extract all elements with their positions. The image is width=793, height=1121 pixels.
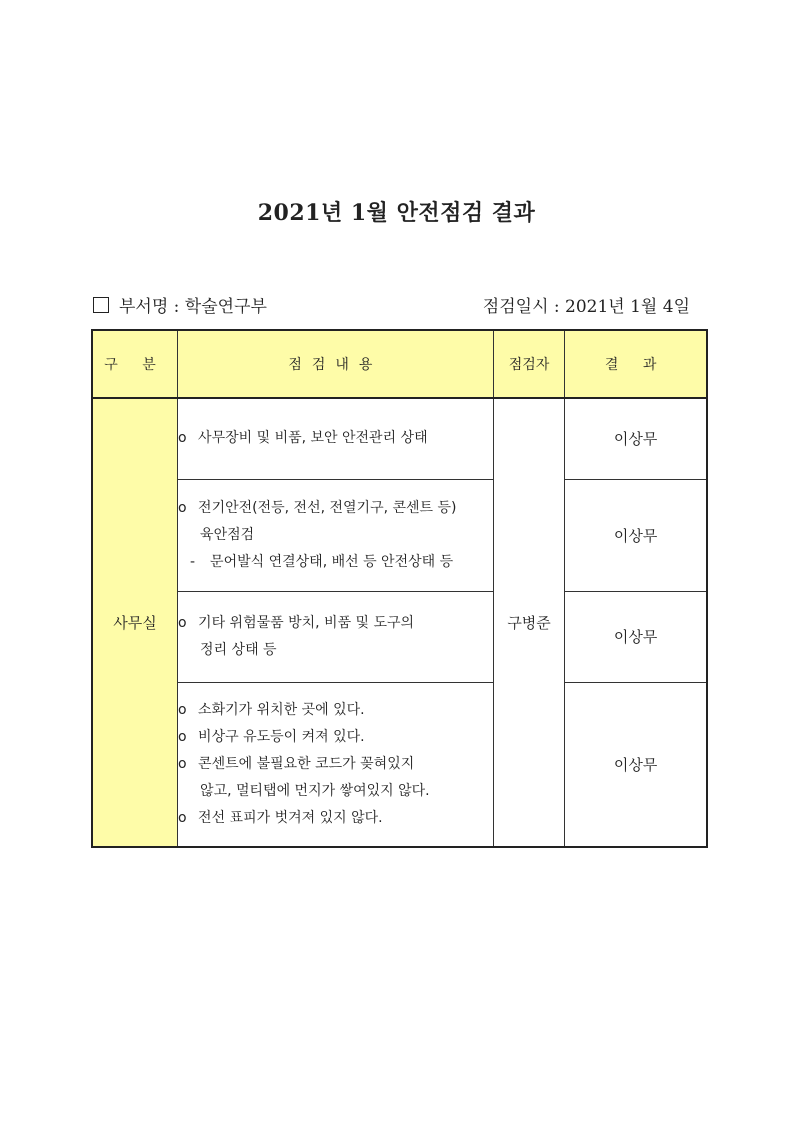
- content-line: 정리 상태 등: [200, 641, 277, 658]
- table-header-row: [92, 330, 707, 398]
- content-cell: [178, 398, 494, 479]
- content-cell: [178, 682, 494, 847]
- table-row: [92, 479, 707, 591]
- content-line: o 전선 표피가 벗겨져 있지 않다.: [178, 809, 383, 826]
- result-cell: 이상무: [565, 479, 707, 591]
- column-header-inspector: 점검자: [493, 330, 565, 398]
- page-title: 2021년 1월 안전점검 결과: [257, 200, 536, 226]
- inspector-cell: 구병준: [493, 398, 565, 847]
- content-cell: [178, 591, 494, 682]
- content-cell: [178, 479, 494, 591]
- result-cell: 이상무: [565, 682, 707, 847]
- inspection-table: [91, 329, 708, 848]
- content-line: o 전기안전(전등, 전선, 전열기구, 콘센트 등): [178, 499, 457, 516]
- content-line: o 소화기가 위치한 곳에 있다.: [178, 701, 365, 718]
- category-cell: 사무실: [92, 398, 178, 847]
- column-header-category: 구 분: [92, 330, 178, 398]
- content-line: o 비상구 유도등이 켜져 있다.: [178, 728, 365, 745]
- department-label: 부서명 : 학술연구부: [119, 297, 267, 317]
- result-cell: 이상무: [565, 398, 707, 479]
- content-line: o 콘센트에 불필요한 코드가 꽂혀있지: [178, 755, 415, 772]
- table-row: [92, 398, 707, 479]
- result-cell: 이상무: [565, 591, 707, 682]
- content-line: o 사무장비 및 비품, 보안 안전관리 상태: [178, 430, 428, 447]
- inspection-date-label: 점검일시 : 2021년 1월 4일: [482, 297, 690, 317]
- content-line: 육안점검: [200, 526, 255, 543]
- table-row: [92, 591, 707, 682]
- department-line: [93, 292, 267, 317]
- inspection-date: [483, 292, 690, 317]
- column-header-result: 결 과: [565, 330, 707, 398]
- content-line: - 문어발식 연결상태, 배선 등 안전상태 등: [190, 553, 454, 570]
- table-row: [92, 682, 707, 847]
- checkbox-icon: [93, 297, 109, 313]
- column-header-content: 점검내용: [178, 330, 494, 398]
- content-line: o 기타 위험물품 방치, 비품 및 도구의: [178, 614, 415, 631]
- content-line: 않고, 멀티탭에 먼지가 쌓여있지 않다.: [200, 782, 430, 799]
